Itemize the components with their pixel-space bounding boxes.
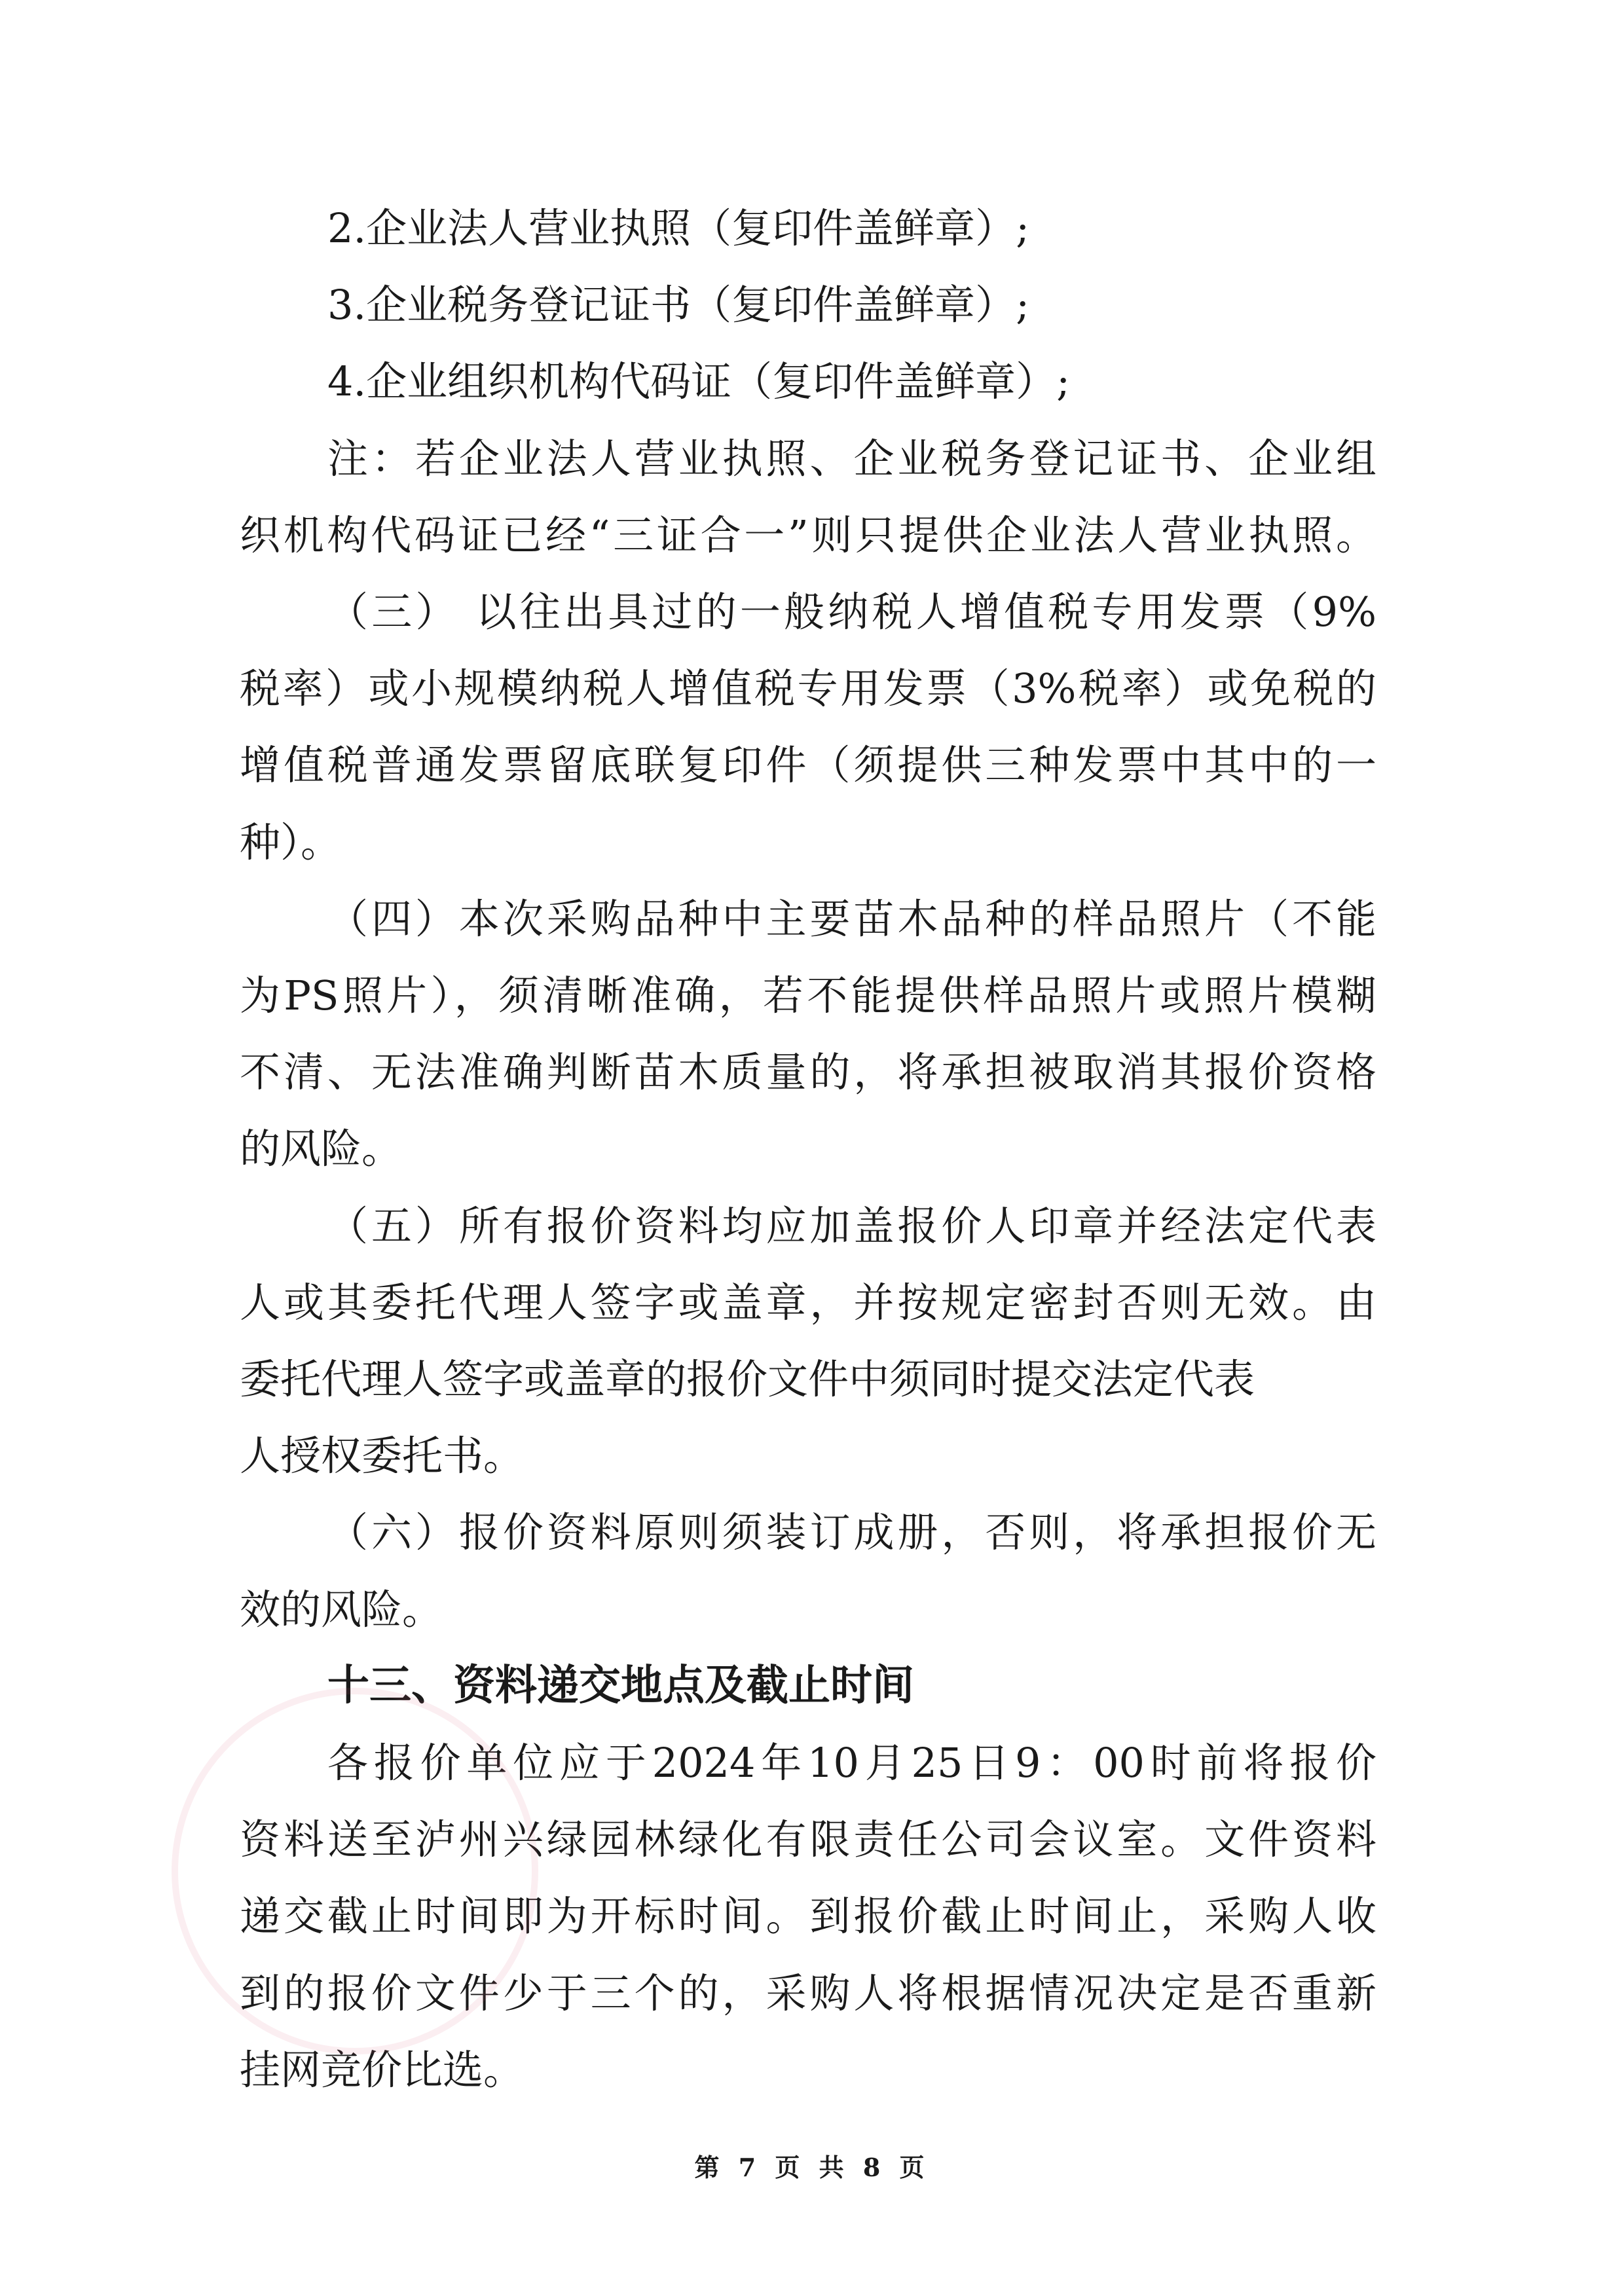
text-line: 人授权委托书。	[240, 1432, 525, 1480]
text-line: 注：若企业法人营业执照、企业税务登记证书、企业组	[327, 434, 1376, 483]
text-line: （五）所有报价资料均应加盖报价人印章并经法定代表	[327, 1201, 1376, 1250]
text-line: 3.企业税务登记证书（复印件盖鲜章）;	[327, 281, 1030, 329]
text-line: （六）报价资料原则须装订成册，否则，将承担报价无	[327, 1508, 1376, 1557]
text-line: 种）。	[240, 818, 342, 866]
text-line: （三） 以往出具过的一般纳税人增值税专用发票（9%	[327, 588, 1376, 636]
text-line: 效的风险。	[240, 1585, 443, 1633]
text-line: 织机构代码证已经“三证合一”则只提供企业法人营业执照。	[240, 511, 1376, 559]
text-line: 4.企业组织机构代码证（复印件盖鲜章）;	[327, 357, 1071, 406]
text-line: 增值税普通发票留底联复印件（须提供三种发票中其中的一	[240, 741, 1376, 790]
text-line: 2.企业法人营业执照（复印件盖鲜章）;	[327, 204, 1030, 252]
text-line: 为PS照片），须清晰准确，若不能提供样品照片或照片模糊	[240, 972, 1376, 1019]
page-number-footer: 第 7 页 共 8 页	[694, 2153, 930, 2182]
text-line: 委托代理人签字或盖章的报价文件中须同时提交法定代表	[240, 1355, 1255, 1403]
text-line: 资料送至泸州兴绿园林绿化有限责任公司会议室。文件资料	[240, 1815, 1376, 1864]
text-line: （四）本次采购品种中主要苗木品种的样品照片（不能	[327, 894, 1376, 943]
section-heading: 十三、资料递交地点及截止时间	[327, 1661, 914, 1710]
text-line: 到的报价文件少于三个的，采购人将根据情况决定是否重新	[240, 1969, 1376, 2017]
text-line: 递交截止时间即为开标时间。到报价截止时间止，采购人收	[240, 1892, 1376, 1941]
text-line: 的风险。	[240, 1125, 403, 1173]
text-line: 挂网竞价比选。	[240, 2045, 525, 2094]
text-line: 人或其委托代理人签字或盖章，并按规定密封否则无效。由	[240, 1278, 1376, 1326]
text-line: 不清、无法准确判断苗木质量的，将承担被取消其报价资格	[240, 1048, 1376, 1097]
text-line: 各报价单位应于2024年10月25日9：00时前将报价	[327, 1739, 1376, 1787]
text-line: 税率）或小规模纳税人增值税专用发票（3%税率）或免税的	[240, 665, 1376, 713]
